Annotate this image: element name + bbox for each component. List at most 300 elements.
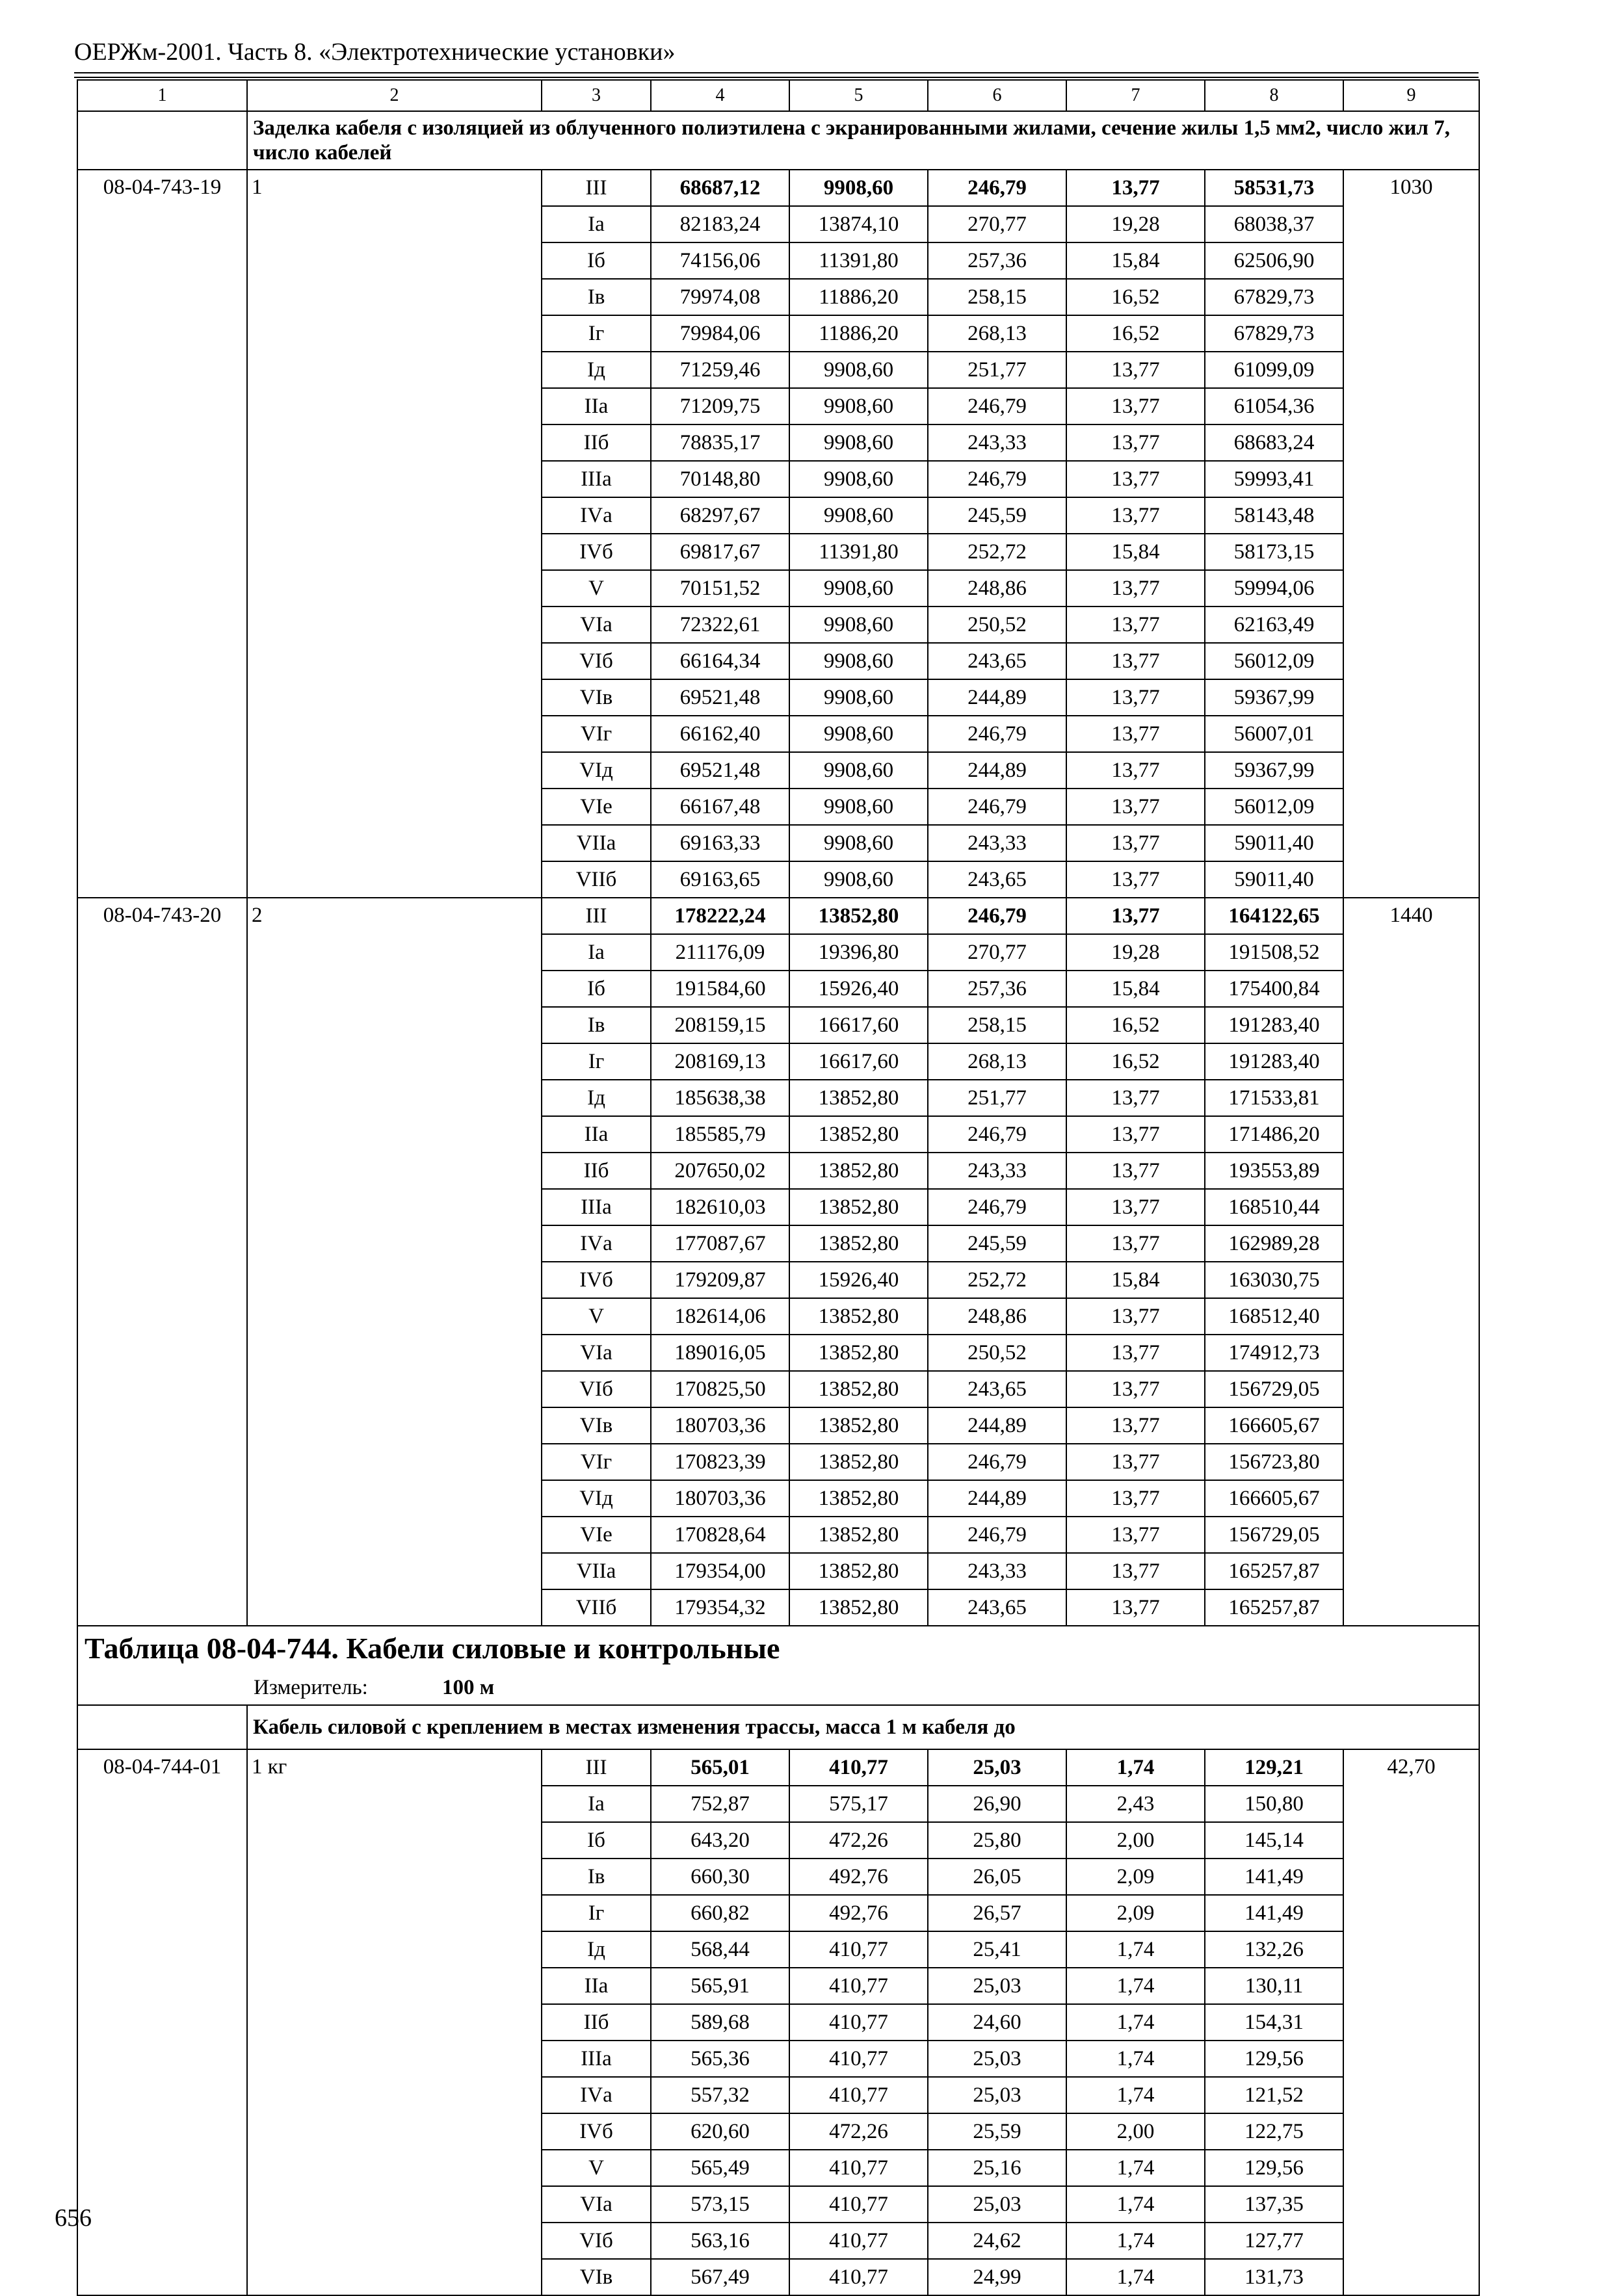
value-cell: 13,77 bbox=[1066, 352, 1205, 388]
value-cell: 71209,75 bbox=[651, 388, 789, 424]
value-cell: 13,77 bbox=[1066, 1189, 1205, 1225]
value-cell: 13,77 bbox=[1066, 1553, 1205, 1589]
value-cell: 182610,03 bbox=[651, 1189, 789, 1225]
value-cell: 246,79 bbox=[928, 789, 1066, 825]
value-cell: 13,77 bbox=[1066, 1589, 1205, 1626]
value-cell: 141,49 bbox=[1205, 1859, 1343, 1895]
value-cell: 207650,02 bbox=[651, 1153, 789, 1189]
value-cell: 9908,60 bbox=[789, 752, 928, 789]
value-cell: 25,16 bbox=[928, 2150, 1066, 2186]
value-cell: 131,73 bbox=[1205, 2259, 1343, 2295]
measure-row bbox=[77, 1671, 1479, 1705]
zone-cell: IVа bbox=[542, 497, 651, 534]
value-cell: 208169,13 bbox=[651, 1043, 789, 1080]
value-cell: 15926,40 bbox=[789, 1262, 928, 1298]
value-cell: 268,13 bbox=[928, 1043, 1066, 1080]
value-cell: 9908,60 bbox=[789, 461, 928, 497]
value-cell: 9908,60 bbox=[789, 643, 928, 679]
value-cell: 9908,60 bbox=[789, 497, 928, 534]
zone-cell: IIа bbox=[542, 1968, 651, 2004]
value-cell: 410,77 bbox=[789, 2186, 928, 2223]
value-cell: 59011,40 bbox=[1205, 861, 1343, 898]
mass-value: 1440 bbox=[1343, 898, 1479, 1626]
table-title-row bbox=[77, 1626, 1479, 1671]
value-cell: 177087,67 bbox=[651, 1225, 789, 1262]
column-number: 5 bbox=[789, 80, 928, 111]
value-cell: 244,89 bbox=[928, 1407, 1066, 1444]
zone-cell: IVа bbox=[542, 2077, 651, 2113]
value-cell: 270,77 bbox=[928, 206, 1066, 242]
value-cell: 11886,20 bbox=[789, 279, 928, 315]
value-cell: 246,79 bbox=[928, 388, 1066, 424]
value-cell: 9908,60 bbox=[789, 679, 928, 716]
zone-cell: Iа bbox=[542, 1786, 651, 1822]
value-cell: 13852,80 bbox=[789, 1116, 928, 1153]
value-cell: 250,52 bbox=[928, 1335, 1066, 1371]
rate-parameter: 1 bbox=[247, 170, 542, 898]
value-cell: 11391,80 bbox=[789, 534, 928, 570]
zone-cell: VIд bbox=[542, 752, 651, 789]
zone-cell: VIIб bbox=[542, 861, 651, 898]
value-cell: 246,79 bbox=[928, 898, 1066, 934]
zone-cell: IVб bbox=[542, 1262, 651, 1298]
value-cell: 410,77 bbox=[789, 2004, 928, 2041]
value-cell: 191584,60 bbox=[651, 971, 789, 1007]
measure-cell bbox=[77, 1671, 1479, 1705]
value-cell: 211176,09 bbox=[651, 934, 789, 971]
value-cell: 66167,48 bbox=[651, 789, 789, 825]
zone-cell: VIг bbox=[542, 1444, 651, 1480]
value-cell: 245,59 bbox=[928, 1225, 1066, 1262]
value-cell: 180703,36 bbox=[651, 1407, 789, 1444]
zone-cell: IIIа bbox=[542, 2041, 651, 2077]
value-cell: 1,74 bbox=[1066, 2041, 1205, 2077]
value-cell: 1,74 bbox=[1066, 2186, 1205, 2223]
value-cell: 24,62 bbox=[928, 2223, 1066, 2259]
value-cell: 410,77 bbox=[789, 2259, 928, 2295]
value-cell: 563,16 bbox=[651, 2223, 789, 2259]
value-cell: 1,74 bbox=[1066, 1749, 1205, 1786]
value-cell: 270,77 bbox=[928, 934, 1066, 971]
value-cell: 568,44 bbox=[651, 1931, 789, 1968]
zone-cell: VIа bbox=[542, 2186, 651, 2223]
value-cell: 246,79 bbox=[928, 1517, 1066, 1553]
value-cell: 1,74 bbox=[1066, 1968, 1205, 2004]
value-cell: 156729,05 bbox=[1205, 1517, 1343, 1553]
page-header: ОЕРЖм-2001. Часть 8. «Электротехнические установки» bbox=[74, 38, 676, 66]
value-cell: 68038,37 bbox=[1205, 206, 1343, 242]
column-number: 6 bbox=[928, 80, 1066, 111]
value-cell: 61054,36 bbox=[1205, 388, 1343, 424]
value-cell: 170828,64 bbox=[651, 1517, 789, 1553]
value-cell: 129,21 bbox=[1205, 1749, 1343, 1786]
value-cell: 252,72 bbox=[928, 1262, 1066, 1298]
value-cell: 13,77 bbox=[1066, 1080, 1205, 1116]
value-cell: 19396,80 bbox=[789, 934, 928, 971]
value-cell: 170825,50 bbox=[651, 1371, 789, 1407]
value-cell: 69163,65 bbox=[651, 861, 789, 898]
value-cell: 68297,67 bbox=[651, 497, 789, 534]
value-cell: 252,72 bbox=[928, 534, 1066, 570]
value-cell: 244,89 bbox=[928, 1480, 1066, 1517]
zone-cell: Iа bbox=[542, 206, 651, 242]
value-cell: 70148,80 bbox=[651, 461, 789, 497]
value-cell: 129,56 bbox=[1205, 2041, 1343, 2077]
value-cell: 2,09 bbox=[1066, 1895, 1205, 1931]
value-cell: 165257,87 bbox=[1205, 1589, 1343, 1626]
value-cell: 132,26 bbox=[1205, 1931, 1343, 1968]
value-cell: 9908,60 bbox=[789, 607, 928, 643]
section-title: Кабель силовой с креплением в местах изменения трассы, масса 1 м кабеля до bbox=[247, 1705, 1479, 1749]
rate-code: 08-04-744-01 bbox=[77, 1749, 247, 2295]
value-cell: 69817,67 bbox=[651, 534, 789, 570]
value-cell: 25,41 bbox=[928, 1931, 1066, 1968]
column-number: 7 bbox=[1066, 80, 1205, 111]
value-cell: 171486,20 bbox=[1205, 1116, 1343, 1153]
value-cell: 1,74 bbox=[1066, 2150, 1205, 2186]
zone-cell: Iб bbox=[542, 971, 651, 1007]
zone-cell: IVб bbox=[542, 534, 651, 570]
value-cell: 9908,60 bbox=[789, 352, 928, 388]
value-cell: 163030,75 bbox=[1205, 1262, 1343, 1298]
zone-cell: V bbox=[542, 570, 651, 607]
table-row bbox=[77, 170, 1479, 206]
value-cell: 19,28 bbox=[1066, 206, 1205, 242]
value-cell: 24,60 bbox=[928, 2004, 1066, 2041]
zone-cell: IVб bbox=[542, 2113, 651, 2150]
zone-cell: VIг bbox=[542, 716, 651, 752]
value-cell: 13,77 bbox=[1066, 898, 1205, 934]
value-cell: 59367,99 bbox=[1205, 752, 1343, 789]
value-cell: 19,28 bbox=[1066, 934, 1205, 971]
zone-cell: Iв bbox=[542, 279, 651, 315]
zone-cell: V bbox=[542, 1298, 651, 1335]
value-cell: 13,77 bbox=[1066, 643, 1205, 679]
value-cell: 472,26 bbox=[789, 1822, 928, 1859]
rate-code: 08-04-743-19 bbox=[77, 170, 247, 898]
value-cell: 643,20 bbox=[651, 1822, 789, 1859]
table-row bbox=[77, 898, 1479, 934]
section-row bbox=[77, 1705, 1479, 1749]
column-number-row bbox=[77, 80, 1479, 111]
zone-cell: Iг bbox=[542, 315, 651, 352]
value-cell: 189016,05 bbox=[651, 1335, 789, 1371]
value-cell: 410,77 bbox=[789, 2077, 928, 2113]
value-cell: 13,77 bbox=[1066, 752, 1205, 789]
value-cell: 1,74 bbox=[1066, 2004, 1205, 2041]
value-cell: 620,60 bbox=[651, 2113, 789, 2150]
value-cell: 191283,40 bbox=[1205, 1043, 1343, 1080]
value-cell: 2,43 bbox=[1066, 1786, 1205, 1822]
value-cell: 67829,73 bbox=[1205, 279, 1343, 315]
value-cell: 245,59 bbox=[928, 497, 1066, 534]
value-cell: 61099,09 bbox=[1205, 352, 1343, 388]
value-cell: 82183,24 bbox=[651, 206, 789, 242]
value-cell: 258,15 bbox=[928, 279, 1066, 315]
value-cell: 243,33 bbox=[928, 1553, 1066, 1589]
column-number: 4 bbox=[651, 80, 789, 111]
table-title: Таблица 08-04-744. Кабели силовые и контрольные bbox=[77, 1626, 1479, 1671]
zone-cell: VIа bbox=[542, 1335, 651, 1371]
section-title: Заделка кабеля с изоляцией из облученного полиэтилена с экранированными жилами, сечение жилы 1,5 мм2, число жил 7, число кабелей bbox=[247, 111, 1479, 170]
value-cell: 752,87 bbox=[651, 1786, 789, 1822]
column-number: 9 bbox=[1343, 80, 1479, 111]
zone-cell: Iв bbox=[542, 1859, 651, 1895]
zone-cell: VIе bbox=[542, 1517, 651, 1553]
value-cell: 246,79 bbox=[928, 1444, 1066, 1480]
value-cell: 11886,20 bbox=[789, 315, 928, 352]
zone-cell: VIIа bbox=[542, 1553, 651, 1589]
value-cell: 410,77 bbox=[789, 1968, 928, 2004]
value-cell: 179209,87 bbox=[651, 1262, 789, 1298]
value-cell: 13,77 bbox=[1066, 679, 1205, 716]
table-row bbox=[77, 1749, 1479, 1786]
rate-parameter: 2 bbox=[247, 898, 542, 1626]
value-cell: 244,89 bbox=[928, 752, 1066, 789]
value-cell: 154,31 bbox=[1205, 2004, 1343, 2041]
value-cell: 410,77 bbox=[789, 1749, 928, 1786]
value-cell: 13852,80 bbox=[789, 1225, 928, 1262]
value-cell: 13,77 bbox=[1066, 716, 1205, 752]
value-cell: 15926,40 bbox=[789, 971, 928, 1007]
value-cell: 25,03 bbox=[928, 1968, 1066, 2004]
value-cell: 74156,06 bbox=[651, 242, 789, 279]
value-cell: 59367,99 bbox=[1205, 679, 1343, 716]
zone-cell: VIб bbox=[542, 1371, 651, 1407]
value-cell: 410,77 bbox=[789, 2223, 928, 2259]
value-cell: 170823,39 bbox=[651, 1444, 789, 1480]
value-cell: 13,77 bbox=[1066, 1153, 1205, 1189]
value-cell: 180703,36 bbox=[651, 1480, 789, 1517]
value-cell: 166605,67 bbox=[1205, 1407, 1343, 1444]
zone-cell: Iд bbox=[542, 1080, 651, 1116]
value-cell: 171533,81 bbox=[1205, 1080, 1343, 1116]
value-cell: 16,52 bbox=[1066, 315, 1205, 352]
value-cell: 13,77 bbox=[1066, 607, 1205, 643]
value-cell: 243,33 bbox=[928, 825, 1066, 861]
value-cell: 573,15 bbox=[651, 2186, 789, 2223]
value-cell: 58531,73 bbox=[1205, 170, 1343, 206]
value-cell: 26,05 bbox=[928, 1859, 1066, 1895]
value-cell: 246,79 bbox=[928, 1116, 1066, 1153]
value-cell: 58143,48 bbox=[1205, 497, 1343, 534]
zone-cell: Iд bbox=[542, 352, 651, 388]
rate-parameter: 1 кг bbox=[247, 1749, 542, 2295]
rates-table bbox=[77, 79, 1480, 2296]
column-number: 3 bbox=[542, 80, 651, 111]
value-cell: 257,36 bbox=[928, 242, 1066, 279]
value-cell: 13852,80 bbox=[789, 1553, 928, 1589]
value-cell: 175400,84 bbox=[1205, 971, 1343, 1007]
value-cell: 185585,79 bbox=[651, 1116, 789, 1153]
value-cell: 410,77 bbox=[789, 2150, 928, 2186]
value-cell: 71259,46 bbox=[651, 352, 789, 388]
value-cell: 251,77 bbox=[928, 1080, 1066, 1116]
zone-cell: V bbox=[542, 2150, 651, 2186]
value-cell: 62163,49 bbox=[1205, 607, 1343, 643]
value-cell: 9908,60 bbox=[789, 789, 928, 825]
value-cell: 257,36 bbox=[928, 971, 1066, 1007]
value-cell: 13852,80 bbox=[789, 1371, 928, 1407]
value-cell: 25,03 bbox=[928, 2186, 1066, 2223]
value-cell: 156729,05 bbox=[1205, 1371, 1343, 1407]
value-cell: 69163,33 bbox=[651, 825, 789, 861]
value-cell: 13852,80 bbox=[789, 1444, 928, 1480]
value-cell: 13,77 bbox=[1066, 1298, 1205, 1335]
value-cell: 24,99 bbox=[928, 2259, 1066, 2295]
zone-cell: Iа bbox=[542, 934, 651, 971]
value-cell: 179354,00 bbox=[651, 1553, 789, 1589]
zone-cell: VIIб bbox=[542, 1589, 651, 1626]
value-cell: 410,77 bbox=[789, 1931, 928, 1968]
value-cell: 9908,60 bbox=[789, 716, 928, 752]
zone-cell: IIб bbox=[542, 1153, 651, 1189]
value-cell: 9908,60 bbox=[789, 861, 928, 898]
value-cell: 13852,80 bbox=[789, 1153, 928, 1189]
value-cell: 13852,80 bbox=[789, 1189, 928, 1225]
column-number: 1 bbox=[77, 80, 247, 111]
value-cell: 129,56 bbox=[1205, 2150, 1343, 2186]
value-cell: 193553,89 bbox=[1205, 1153, 1343, 1189]
zone-cell: IIа bbox=[542, 388, 651, 424]
value-cell: 162989,28 bbox=[1205, 1225, 1343, 1262]
value-cell: 66162,40 bbox=[651, 716, 789, 752]
zone-cell: III bbox=[542, 898, 651, 934]
value-cell: 243,33 bbox=[928, 1153, 1066, 1189]
zone-cell: Iб bbox=[542, 242, 651, 279]
value-cell: 472,26 bbox=[789, 2113, 928, 2150]
value-cell: 13852,80 bbox=[789, 1589, 928, 1626]
value-cell: 243,65 bbox=[928, 861, 1066, 898]
value-cell: 13852,80 bbox=[789, 1298, 928, 1335]
value-cell: 248,86 bbox=[928, 570, 1066, 607]
value-cell: 68687,12 bbox=[651, 170, 789, 206]
value-cell: 174912,73 bbox=[1205, 1335, 1343, 1371]
value-cell: 13852,80 bbox=[789, 1517, 928, 1553]
zone-cell: IIIа bbox=[542, 1189, 651, 1225]
value-cell: 492,76 bbox=[789, 1859, 928, 1895]
value-cell: 13,77 bbox=[1066, 1116, 1205, 1153]
value-cell: 13,77 bbox=[1066, 1444, 1205, 1480]
value-cell: 246,79 bbox=[928, 461, 1066, 497]
zone-cell: VIв bbox=[542, 1407, 651, 1444]
zone-cell: VIв bbox=[542, 2259, 651, 2295]
zone-cell: VIIа bbox=[542, 825, 651, 861]
value-cell: 565,36 bbox=[651, 2041, 789, 2077]
value-cell: 244,89 bbox=[928, 679, 1066, 716]
value-cell: 11391,80 bbox=[789, 242, 928, 279]
value-cell: 567,49 bbox=[651, 2259, 789, 2295]
value-cell: 15,84 bbox=[1066, 971, 1205, 1007]
value-cell: 13,77 bbox=[1066, 1371, 1205, 1407]
value-cell: 492,76 bbox=[789, 1895, 928, 1931]
value-cell: 15,84 bbox=[1066, 1262, 1205, 1298]
value-cell: 78835,17 bbox=[651, 424, 789, 461]
value-cell: 150,80 bbox=[1205, 1786, 1343, 1822]
value-cell: 13,77 bbox=[1066, 1407, 1205, 1444]
rate-code: 08-04-743-20 bbox=[77, 898, 247, 1626]
header-rule-top bbox=[74, 72, 1479, 73]
value-cell: 16,52 bbox=[1066, 1043, 1205, 1080]
value-cell: 185638,38 bbox=[651, 1080, 789, 1116]
value-cell: 13,77 bbox=[1066, 170, 1205, 206]
value-cell: 1,74 bbox=[1066, 2077, 1205, 2113]
zone-cell: Iг bbox=[542, 1043, 651, 1080]
value-cell: 13852,80 bbox=[789, 898, 928, 934]
value-cell: 1,74 bbox=[1066, 1931, 1205, 1968]
value-cell: 13852,80 bbox=[789, 1407, 928, 1444]
value-cell: 164122,65 bbox=[1205, 898, 1343, 934]
value-cell: 589,68 bbox=[651, 2004, 789, 2041]
value-cell: 557,32 bbox=[651, 2077, 789, 2113]
column-number: 2 bbox=[247, 80, 542, 111]
value-cell: 9908,60 bbox=[789, 825, 928, 861]
header-rule-bottom bbox=[74, 77, 1479, 78]
zone-cell: III bbox=[542, 170, 651, 206]
value-cell: 56012,09 bbox=[1205, 789, 1343, 825]
value-cell: 13,77 bbox=[1066, 1335, 1205, 1371]
zone-cell: IIIа bbox=[542, 461, 651, 497]
value-cell: 13874,10 bbox=[789, 206, 928, 242]
value-cell: 13,77 bbox=[1066, 461, 1205, 497]
value-cell: 25,03 bbox=[928, 2077, 1066, 2113]
value-cell: 137,35 bbox=[1205, 2186, 1343, 2223]
value-cell: 68683,24 bbox=[1205, 424, 1343, 461]
value-cell: 13,77 bbox=[1066, 1225, 1205, 1262]
value-cell: 9908,60 bbox=[789, 424, 928, 461]
zone-cell: IIб bbox=[542, 2004, 651, 2041]
value-cell: 13,77 bbox=[1066, 825, 1205, 861]
value-cell: 145,14 bbox=[1205, 1822, 1343, 1859]
page-number: 656 bbox=[55, 2204, 92, 2232]
value-cell: 16,52 bbox=[1066, 279, 1205, 315]
value-cell: 13852,80 bbox=[789, 1480, 928, 1517]
zone-cell: VIа bbox=[542, 607, 651, 643]
value-cell: 13,77 bbox=[1066, 861, 1205, 898]
value-cell: 13,77 bbox=[1066, 789, 1205, 825]
value-cell: 268,13 bbox=[928, 315, 1066, 352]
value-cell: 69521,48 bbox=[651, 752, 789, 789]
value-cell: 25,03 bbox=[928, 2041, 1066, 2077]
column-number: 8 bbox=[1205, 80, 1343, 111]
value-cell: 13,77 bbox=[1066, 497, 1205, 534]
value-cell: 141,49 bbox=[1205, 1895, 1343, 1931]
value-cell: 16617,60 bbox=[789, 1043, 928, 1080]
value-cell: 15,84 bbox=[1066, 242, 1205, 279]
zone-cell: VIд bbox=[542, 1480, 651, 1517]
section-spacer bbox=[77, 111, 247, 170]
value-cell: 70151,52 bbox=[651, 570, 789, 607]
value-cell: 9908,60 bbox=[789, 170, 928, 206]
value-cell: 130,11 bbox=[1205, 1968, 1343, 2004]
zone-cell: VIв bbox=[542, 679, 651, 716]
value-cell: 246,79 bbox=[928, 716, 1066, 752]
value-cell: 25,03 bbox=[928, 1749, 1066, 1786]
zone-cell: VIе bbox=[542, 789, 651, 825]
value-cell: 127,77 bbox=[1205, 2223, 1343, 2259]
value-cell: 191508,52 bbox=[1205, 934, 1343, 971]
value-cell: 166605,67 bbox=[1205, 1480, 1343, 1517]
value-cell: 182614,06 bbox=[651, 1298, 789, 1335]
value-cell: 56012,09 bbox=[1205, 643, 1343, 679]
value-cell: 258,15 bbox=[928, 1007, 1066, 1043]
zone-cell: Iд bbox=[542, 1931, 651, 1968]
zone-cell: VIб bbox=[542, 643, 651, 679]
value-cell: 13852,80 bbox=[789, 1335, 928, 1371]
value-cell: 122,75 bbox=[1205, 2113, 1343, 2150]
value-cell: 79984,06 bbox=[651, 315, 789, 352]
value-cell: 243,33 bbox=[928, 424, 1066, 461]
